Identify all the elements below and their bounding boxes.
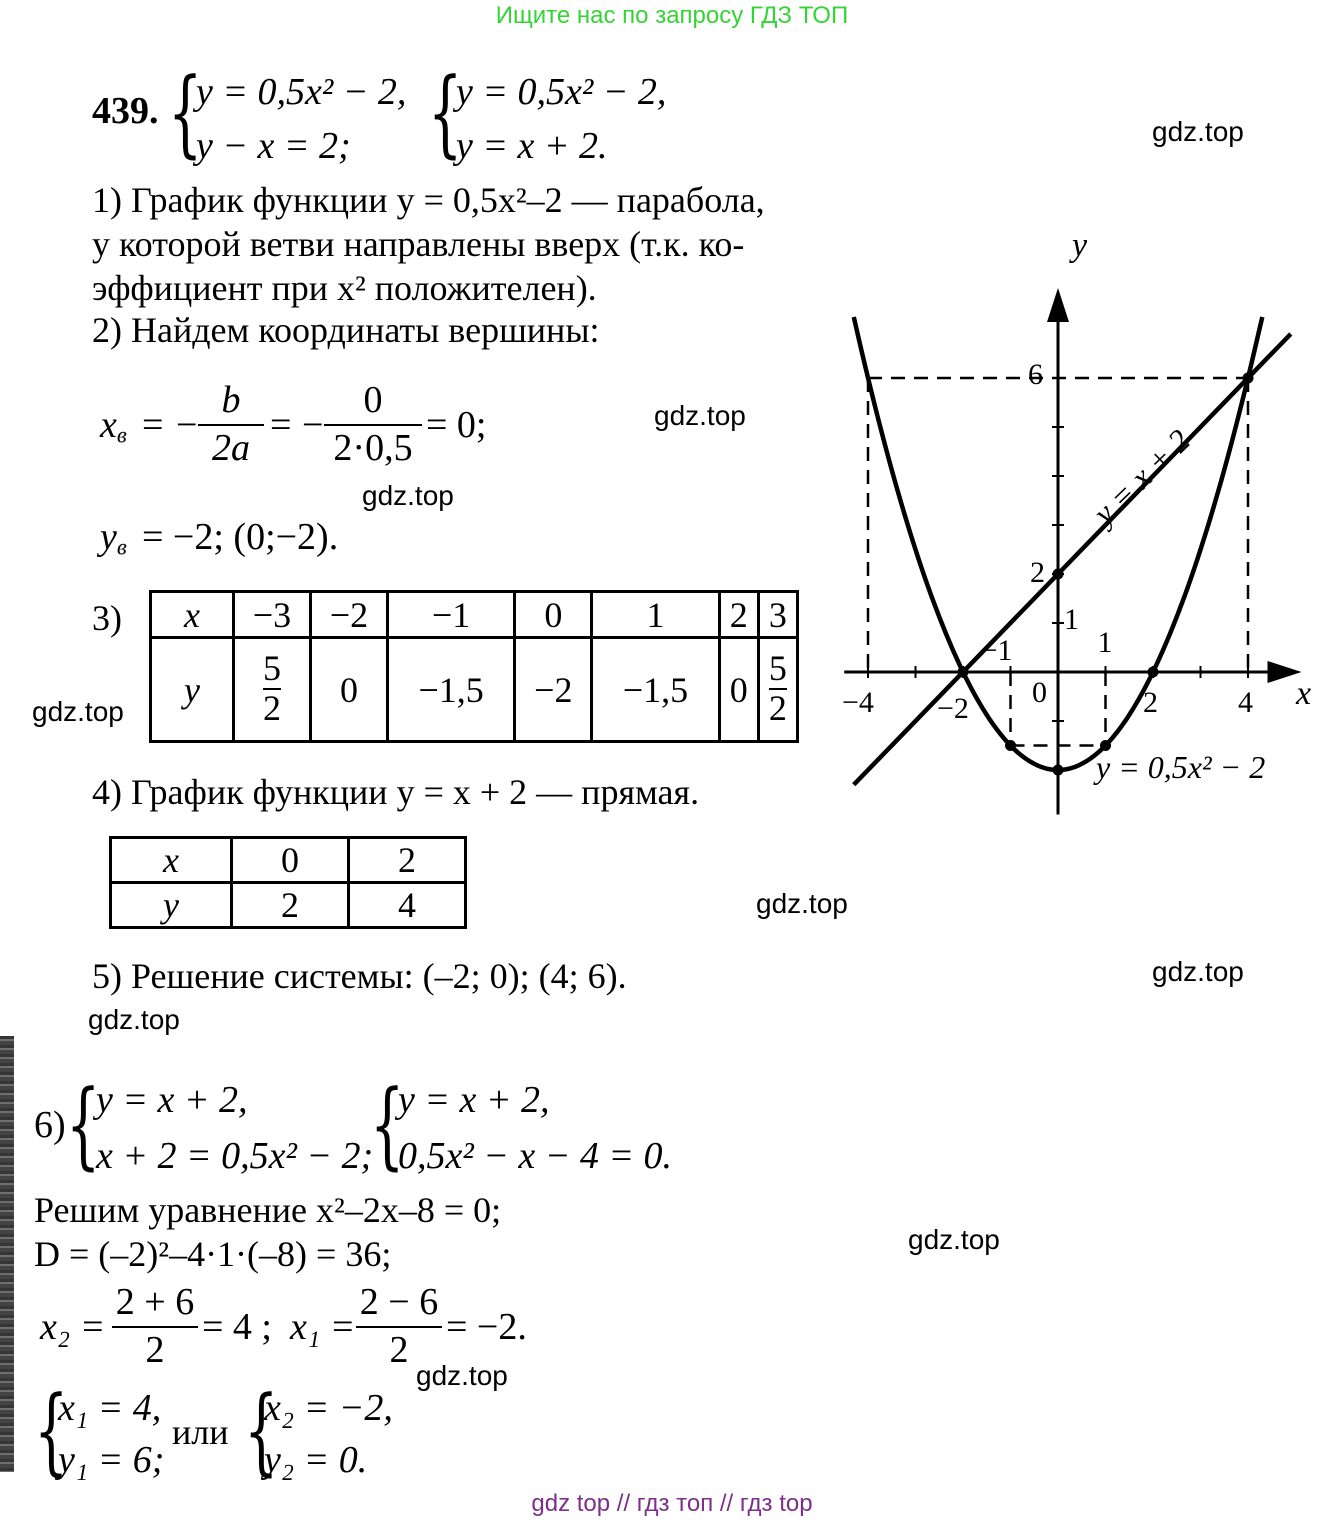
table-header-y: y — [111, 883, 232, 928]
table-cell: 2 — [719, 592, 758, 638]
problem-number: 439. — [92, 90, 159, 132]
minus-sign: − — [302, 404, 324, 446]
system1-eq1: y = 0,5x² − 2, — [196, 71, 407, 113]
graph-point — [1005, 740, 1016, 751]
table-cell: 4 — [349, 883, 466, 928]
y-axis-arrow-icon — [1047, 288, 1069, 322]
x-tick-label: 0 — [1032, 676, 1047, 709]
table-cell: 3 — [758, 592, 797, 638]
watermark: gdz.top — [756, 888, 848, 919]
step3-label: 3) — [92, 598, 122, 638]
x1-result: = −2. — [446, 1306, 527, 1348]
yv-label: $y_в$ — [100, 516, 127, 560]
table-cell: −1,5 — [388, 638, 515, 742]
table-cell: 1 — [592, 592, 719, 638]
xv-result: = 0; — [426, 404, 487, 446]
x-tick-label: 1 — [1097, 626, 1113, 659]
answer2-eq1: x₂ = −2, — [264, 1387, 393, 1429]
left-brace-icon: { — [168, 57, 203, 168]
table-header-x: x — [151, 592, 234, 638]
x2-result: = 4 ; — [202, 1306, 272, 1348]
watermark: gdz.top — [416, 1360, 508, 1391]
watermark: gdz.top — [908, 1224, 1000, 1255]
table-cell: −1,5 — [592, 638, 719, 742]
equals-sign: = — [142, 404, 164, 446]
graph-labels — [842, 227, 1311, 785]
graph-point — [1053, 569, 1064, 580]
table-cell: 2 — [349, 838, 466, 883]
step1-line1: 1) График функции y = 0,5x²–2 — парабола, — [92, 180, 765, 220]
watermark: gdz.top — [362, 480, 454, 511]
step6-discriminant: D = (–2)²–4·1·(–8) = 36; — [34, 1234, 392, 1274]
step6-sys2-eq2: 0,5x² − x − 4 = 0. — [398, 1135, 673, 1177]
table-cell: −2 — [311, 592, 388, 638]
step6-sys1-eq1: y = x + 2, — [96, 1079, 248, 1121]
y-axis-label: y — [1072, 227, 1088, 264]
x2-label: x₂ = — [40, 1306, 106, 1348]
minus-sign: − — [176, 404, 198, 446]
step6-sys1-eq2: x + 2 = 0,5x² − 2; — [96, 1135, 374, 1177]
watermark: gdz.top — [32, 696, 124, 727]
table-cell: 0 — [311, 638, 388, 742]
table-cell: −2 — [515, 638, 592, 742]
watermark: gdz.top — [88, 1004, 180, 1035]
left-brace-icon: { — [34, 1375, 69, 1486]
equals-sign: = — [270, 404, 292, 446]
step6-solve: Решим уравнение x²–2x–8 = 0; — [34, 1190, 502, 1230]
yv-result: = −2; (0;−2). — [142, 516, 339, 558]
left-brace-icon: { — [244, 1375, 279, 1486]
site-banner[interactable]: Ищите нас по запросу ГДЗ ТОП — [495, 2, 849, 29]
system2-eq2: y = x + 2. — [456, 125, 608, 167]
step6-label: 6) — [34, 1104, 66, 1146]
table-cell: 0 — [719, 638, 758, 742]
line-label: y = x + 2 — [1085, 422, 1197, 532]
left-brace-icon: { — [370, 1069, 405, 1180]
x-tick-label: −1 — [980, 634, 1013, 667]
table-cell: −1 — [388, 592, 515, 638]
fraction-x1: 2 − 6 2 — [356, 1282, 442, 1372]
x-axis-label: x — [1296, 675, 1312, 712]
table-cell: 2 — [232, 883, 349, 928]
table-cell: −3 — [234, 592, 311, 638]
answer1-eq2: y₁ = 6; — [58, 1439, 165, 1481]
x-tick-label: 2 — [1143, 686, 1158, 719]
table-header-x: x — [111, 838, 232, 883]
xv-label: $x_в$ — [100, 404, 127, 448]
y-tick-label: 2 — [1030, 556, 1045, 589]
system2-eq1: y = 0,5x² − 2, — [456, 71, 667, 113]
step6-sys2-eq1: y = x + 2, — [398, 1079, 550, 1121]
x-tick-label: −4 — [842, 686, 874, 719]
graph-point — [1053, 765, 1064, 776]
y-tick-label: 1 — [1064, 603, 1079, 636]
left-brace-icon: { — [66, 1069, 101, 1180]
x-tick-label: −2 — [937, 692, 969, 725]
graph-point — [1243, 373, 1254, 384]
parabola-label: y = 0,5x² − 2 — [1096, 749, 1266, 785]
step4-text: 4) График функции y = x + 2 — прямая. — [92, 772, 700, 812]
table-cell: 0 — [232, 838, 349, 883]
fraction-x2: 2 + 6 2 — [112, 1282, 198, 1372]
step5-text: 5) Решение системы: (–2; 0); (4; 6). — [92, 956, 627, 996]
step1-line3: эффициент при x² положителен). — [92, 268, 597, 308]
graph-series — [854, 317, 1291, 785]
graph-point — [958, 667, 969, 678]
table-cell: $\frac{5}{2}$ — [234, 638, 311, 742]
x-tick-label: 4 — [1238, 686, 1253, 719]
table-cell: $\frac{5}{2}$ — [758, 638, 797, 742]
watermark: gdz.top — [1152, 116, 1244, 147]
footer-links[interactable]: gdz top // гдз топ // гдз top — [531, 1490, 813, 1517]
left-brace-icon: { — [428, 57, 463, 168]
or-word: или — [172, 1412, 229, 1452]
graph-point — [1148, 667, 1159, 678]
step1-line2: у которой ветви направлены вверх (т.к. ко- — [92, 224, 745, 264]
fraction-0-2x05: 0 2·0,5 — [324, 380, 422, 470]
system1-eq2: y − x = 2; — [196, 125, 351, 167]
table-cell: 0 — [515, 592, 592, 638]
y-tick-label: 6 — [1028, 358, 1043, 391]
answer1-eq1: x₁ = 4, — [58, 1387, 162, 1429]
answer2-eq2: y₂ = 0. — [264, 1439, 368, 1481]
table-header-y: y — [151, 638, 234, 742]
watermark: gdz.top — [1152, 956, 1244, 987]
step2-title: 2) Найдем координаты вершины: — [92, 310, 600, 350]
coordinate-axes — [844, 288, 1301, 815]
fraction-b-2a: b 2a — [198, 380, 264, 470]
watermark: gdz.top — [654, 400, 746, 431]
marked-points — [958, 373, 1254, 776]
x1-label: x₁ = — [290, 1306, 356, 1348]
